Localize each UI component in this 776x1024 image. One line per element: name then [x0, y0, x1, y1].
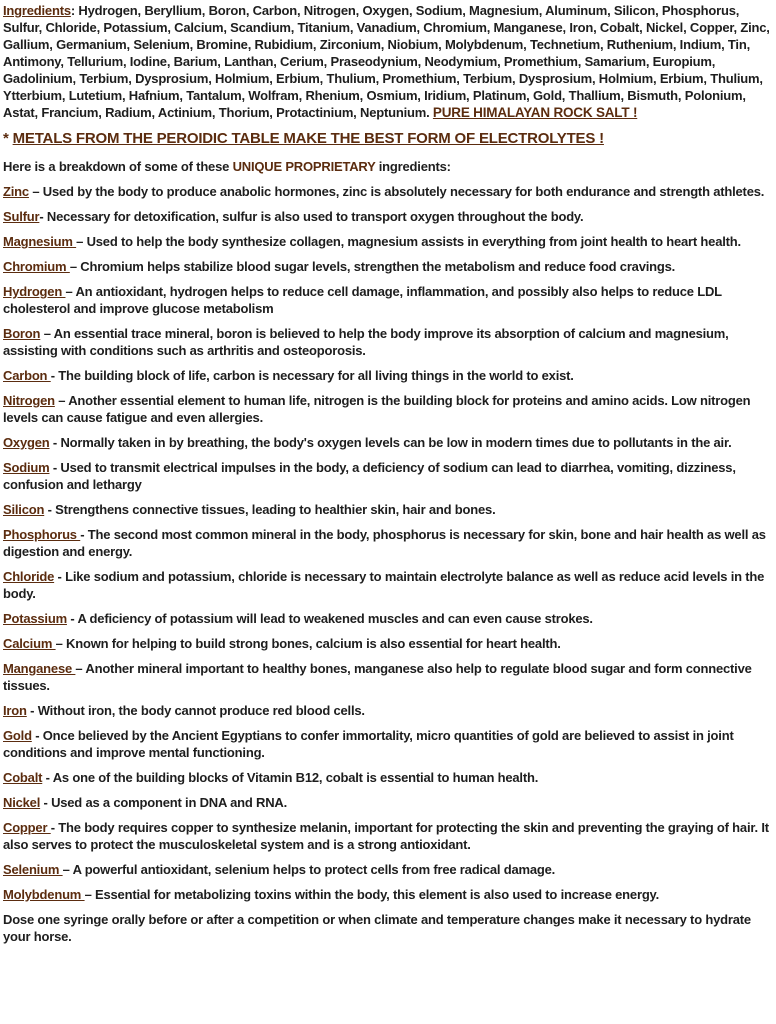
element-term: Chromium: [3, 259, 70, 274]
element-term: Manganese: [3, 661, 76, 676]
element-separator: -: [31, 728, 43, 743]
element-entry: [3, 769, 773, 786]
element-description: A powerful antioxidant, selenium helps to protect cells from free radical damage.: [72, 862, 556, 877]
intro-after: ingredients:: [375, 159, 451, 174]
ingredients-list: Hydrogen, Beryllium, Boron, Carbon, Nitrogen, Oxygen, Sodium, Magnesium, Aluminum, Silicon, Phosphorus, Sulfur, Chloride, Potassium, Calcium, Scandium, Titanium, Vanadium, Chromium, Manganese, Iron, Cobalt, Nickel, Copper, Zinc, Gallium, Germanium, Selenium, Bromine, Rubidium, Zirconium, Niobium, Molybdenum, Technetium, Ruthenium, Indium, Tin, Antimony, Tellurium, Iodine, Barium, Lanthan, Cerium, Praseodynium, Neodymium, Promethium, Samarium, Europium, Gadolinium, Terbium, Dysprosium, Holmium, Erbium, Thulium, Promethium, Terbium, Dysprosium, Holmium, Erbium, Thulium, Ytterbium, Lutetium, Hafnium, Tantalum, Wolfram, Rhenium, Osmium, Iridium, Platinum, Gold, Thallium, Bismuth, Polonium, Astat, Francium, Radium, Actinium, Thorium, Protactinium, Neptunium.: [3, 3, 770, 120]
element-separator: –: [75, 661, 86, 676]
breakdown-list: [3, 183, 773, 903]
element-term: Magnesium: [3, 234, 77, 249]
element-description: Without iron, the body cannot produce red blood cells.: [37, 703, 365, 718]
element-description: Known for helping to build strong bones, calcium is also essential for heart health.: [66, 636, 561, 651]
element-entry: [3, 233, 773, 250]
element-description: An essential trace mineral, boron is believed to help the body improve its absorption of calcium and magnesium, assisting with conditions such as arthritis and osteoporosis.: [3, 326, 729, 358]
element-term: Nitrogen: [3, 393, 55, 408]
element-separator: -: [40, 795, 52, 810]
element-description: The body requires copper to synthesize melanin, important for protecting the skin and preventing the graying of hair. It also serves to protect the musculoskeletal system and is a strong antioxidant.: [3, 820, 769, 852]
element-separator: –: [84, 887, 96, 902]
element-term: Hydrogen: [3, 284, 66, 299]
element-separator: –: [62, 862, 73, 877]
element-separator: -: [66, 611, 78, 626]
element-entry: [3, 325, 773, 359]
element-term: Sulfur: [3, 209, 40, 224]
element-separator: -: [50, 820, 59, 835]
element-entry: [3, 392, 773, 426]
element-term: Boron: [3, 326, 41, 341]
element-entry: [3, 459, 773, 493]
element-term: Oxygen: [3, 435, 50, 450]
element-term: Calcium: [3, 636, 56, 651]
element-entry: [3, 283, 773, 317]
element-description: The second most common mineral in the body, phosphorus is necessary for skin, bone and hair health as well as digestion and energy.: [3, 527, 766, 559]
element-entry: [3, 526, 773, 560]
breakdown-intro: [3, 158, 773, 175]
element-description: Necessary for detoxification, sulfur is also used to transport oxygen throughout the body.: [46, 209, 584, 224]
element-description: Used to transmit electrical impulses in the body, a deficiency of sodium can lead to diarrhea, vomiting, dizziness, confusion and lethargy: [3, 460, 736, 492]
element-entry: [3, 367, 773, 384]
electrolytes-headline: [3, 129, 773, 148]
element-term: Phosphorus: [3, 527, 81, 542]
element-term: Copper: [3, 820, 51, 835]
element-term: Chloride: [3, 569, 55, 584]
element-separator: –: [76, 234, 87, 249]
element-description: An antioxidant, hydrogen helps to reduce cell damage, inflammation, and possibly also helps to reduce LDL cholesterol and improve glucose metabolism: [3, 284, 722, 316]
element-entry: [3, 794, 773, 811]
element-separator: –: [54, 393, 69, 408]
element-separator: -: [42, 770, 53, 785]
element-description: A deficiency of potassium will lead to weakened muscles and can even cause strokes.: [77, 611, 593, 626]
element-entry: [3, 861, 773, 878]
element-term: Zinc: [3, 184, 29, 199]
element-term: Cobalt: [3, 770, 43, 785]
element-separator: –: [55, 636, 67, 651]
element-separator: -: [49, 460, 61, 475]
element-term: Potassium: [3, 611, 67, 626]
element-term: Nickel: [3, 795, 41, 810]
element-description: Chromium helps stabilize blood sugar levels, strengthen the metabolism and reduce food cravings.: [80, 259, 676, 274]
unique-proprietary-highlight: UNIQUE PROPRIETARY: [232, 159, 376, 174]
element-description: Used as a component in DNA and RNA.: [51, 795, 288, 810]
element-term: Molybdenum: [3, 887, 85, 902]
element-separator: –: [28, 184, 43, 199]
element-separator: -: [49, 435, 61, 450]
ingredients-paragraph: [3, 2, 773, 121]
element-separator: –: [40, 326, 54, 341]
element-term: Gold: [3, 728, 32, 743]
rock-salt-highlight: PURE HIMALAYAN ROCK SALT !: [432, 105, 638, 120]
element-entry: [3, 702, 773, 719]
element-description: Normally taken in by breathing, the body's oxygen levels can be low in modern times due to pollutants in the air.: [60, 435, 732, 450]
element-entry: [3, 208, 773, 225]
element-separator: -: [44, 502, 56, 517]
element-term: Sodium: [3, 460, 50, 475]
element-description: Another mineral important to healthy bones, manganese also help to regulate blood sugar and form connective tissues.: [3, 661, 752, 693]
ingredients-label: Ingredients: [3, 3, 71, 18]
element-description: The building block of life, carbon is necessary for all living things in the world to exist.: [58, 368, 574, 383]
element-entry: [3, 610, 773, 627]
element-term: Carbon: [3, 368, 51, 383]
element-separator: -: [26, 703, 38, 718]
element-description: Used by the body to produce anabolic hormones, zinc is absolutely necessary for both endurance and strength athletes.: [42, 184, 765, 199]
element-entry: [3, 727, 773, 761]
element-term: Selenium: [3, 862, 63, 877]
element-term: Iron: [3, 703, 27, 718]
element-entry: [3, 501, 773, 518]
element-separator: -: [80, 527, 88, 542]
element-description: Like sodium and potassium, chloride is necessary to maintain electrolyte balance as well as reduce acid levels in the body.: [3, 569, 765, 601]
element-separator: –: [69, 259, 81, 274]
element-description: Essential for metabolizing toxins within the body, this element is also used to increase energy.: [95, 887, 660, 902]
element-entry: [3, 568, 773, 602]
headline-text: METALS FROM THE PEROIDIC TABLE MAKE THE BEST FORM OF ELECTROLYTES !: [12, 130, 604, 147]
element-entry: [3, 819, 773, 853]
element-entry: [3, 660, 773, 694]
element-entry: [3, 434, 773, 451]
dosage-paragraph: Dose one syringe orally before or after a competition or when climate and temperature changes make it necessary to hydrate your horse.: [3, 912, 751, 944]
ingredients-colon: :: [70, 3, 79, 18]
element-description: As one of the building blocks of Vitamin B12, cobalt is essential to human health.: [52, 770, 539, 785]
element-separator: -: [39, 209, 47, 224]
element-separator: -: [54, 569, 66, 584]
element-description: Used to help the body synthesize collagen, magnesium assists in everything from joint health to heart health.: [86, 234, 741, 249]
element-entry: [3, 886, 773, 903]
headline-asterisk: *: [3, 130, 13, 147]
element-term: Silicon: [3, 502, 45, 517]
intro-before: Here is a breakdown of some of these: [3, 159, 233, 174]
element-separator: –: [65, 284, 76, 299]
element-description: Strengthens connective tissues, leading to healthier skin, hair and bones.: [55, 502, 496, 517]
product-ingredients-document: [3, 2, 773, 945]
element-description: Once believed by the Ancient Egyptians to confer immortality, micro quantities of gold are believed to assist in joint conditions and improve mental functioning.: [3, 728, 734, 760]
element-separator: -: [50, 368, 59, 383]
element-entry: [3, 183, 773, 200]
element-description: Another essential element to human life, nitrogen is the building block for proteins and amino acids. Low nitrogen levels can cause fatigue and even allergies.: [3, 393, 751, 425]
element-entry: [3, 258, 773, 275]
element-entry: [3, 635, 773, 652]
